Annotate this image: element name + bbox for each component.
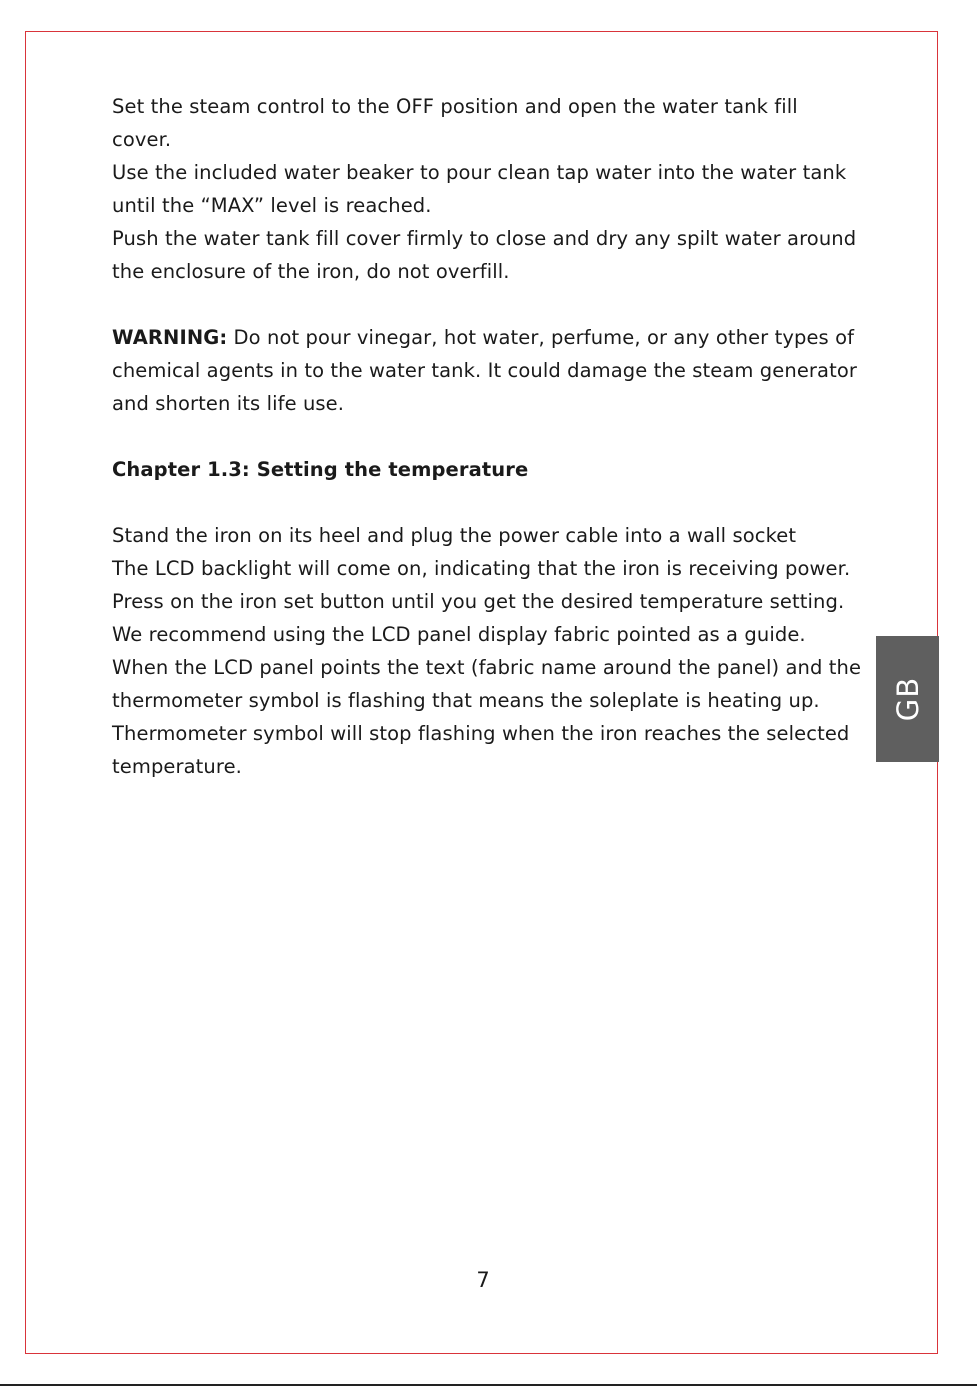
paragraph-gap xyxy=(112,288,862,321)
page-number: 7 xyxy=(476,1268,490,1292)
paragraph-gap xyxy=(112,420,862,453)
instruction-paragraph: When the LCD panel points the text (fabric name around the panel) and the thermometer symbol is flashing that means the soleplate is heating up. xyxy=(112,656,862,712)
page-content xyxy=(112,90,862,783)
warning-text: Do not pour vinegar, hot water, perfume, or any other types of chemical agents in to the water tank. It could damage the steam generator and shorten its life use. xyxy=(112,326,857,415)
instruction-paragraph: Thermometer symbol will stop flashing when the iron reaches the selected temperature. xyxy=(112,722,850,778)
warning-paragraph xyxy=(112,321,862,420)
instruction-paragraph: Press on the iron set button until you get the desired temperature setting. We recommend using the LCD panel display fabric pointed as a guide. xyxy=(112,590,845,646)
warning-label: WARNING: xyxy=(112,326,228,349)
paragraph-gap xyxy=(112,486,862,519)
instruction-paragraph: Stand the iron on its heel and plug the power cable into a wall socket xyxy=(112,524,797,547)
chapter-heading: Chapter 1.3: Setting the temperature xyxy=(112,458,529,481)
language-tab xyxy=(876,636,939,762)
instruction-paragraph: The LCD backlight will come on, indicating that the iron is receiving power. xyxy=(112,557,851,580)
language-tab-label: GB xyxy=(890,676,925,722)
instruction-paragraph: Set the steam control to the OFF position and open the water tank fill cover. xyxy=(112,95,798,151)
instruction-paragraph: Push the water tank fill cover firmly to close and dry any spilt water around the enclosure of the iron, do not overfill. xyxy=(112,227,857,283)
bottom-rule xyxy=(0,1384,977,1386)
instruction-paragraph: Use the included water beaker to pour clean tap water into the water tank until the “MAX” level is reached. xyxy=(112,161,847,217)
